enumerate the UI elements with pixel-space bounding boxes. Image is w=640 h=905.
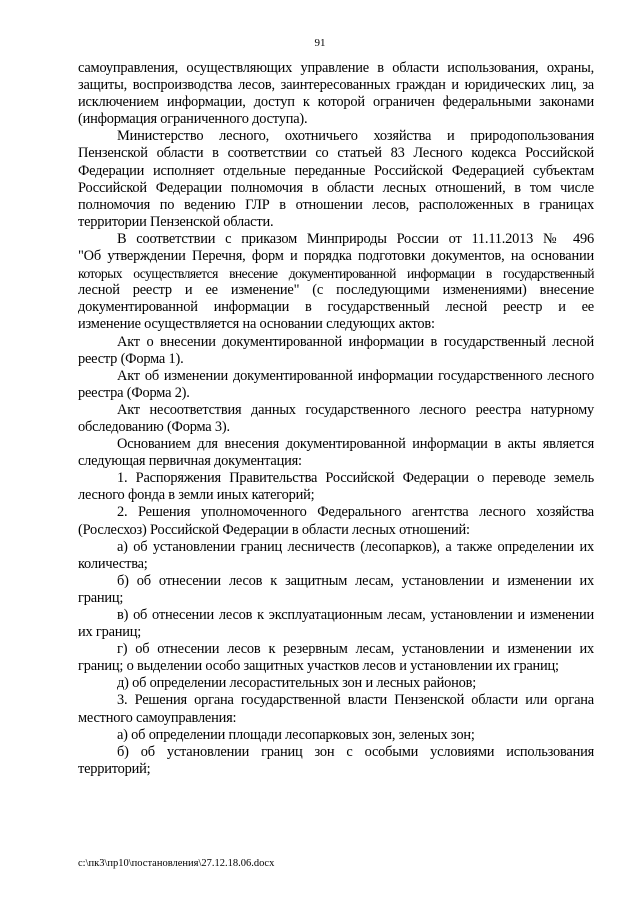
document-body: [78, 60, 594, 778]
paragraph-order-496-line: документированной информации в государственный лесной реестр и ее: [78, 299, 594, 316]
list-subitem-2a: а) об установлении границ лесничеств (лесопарков), а также определении их количества;: [78, 538, 594, 572]
list-subitem-2v: в) об отнесении лесов к эксплуатационным лесам, установлении и изменении их границ;: [78, 607, 594, 641]
paragraph-continuation: самоуправления, осуществляющих управление в области использования, охраны, защиты, воспроизводства лесов, заинтересованных граждан и юридических лиц, за исключением информации, доступ к которой ограничен федеральными законами (информация ограниченного доступа).: [78, 60, 594, 128]
footer-file-path: c:\пк3\пр10\постановления\27.12.18.06.docx: [78, 858, 275, 869]
list-subitem-2b: б) об отнесении лесов к защитным лесам, установлении и изменении их границ;: [78, 572, 594, 606]
paragraph-order-496-line: лесной реестр и ее изменение" (с последующими изменениями) внесение: [78, 282, 594, 299]
list-subitem-3a: а) об определении площади лесопарковых зон, зеленых зон;: [117, 726, 475, 743]
paragraph-order-496-line: "Об утверждении Перечня, форм и порядка подготовки документов, на основании: [78, 248, 594, 265]
page-number: 91: [314, 37, 326, 49]
list-subitem-2g: г) об отнесении лесов к резервным лесам, установлении и изменении их границ; о выделении особо защитных участков лесов и установлении их границ;: [78, 641, 594, 675]
paragraph-act-form-3: Акт несоответствия данных государственного лесного реестра натурному обследованию (Форма 3).: [78, 401, 594, 435]
paragraph-order-496: [78, 231, 594, 334]
paragraph-act-form-1: Акт о внесении документированной информации в государственный лесной реестр (Форма 1).: [78, 333, 594, 367]
paragraph-order-496-line: изменение осуществляется на основании следующих актов:: [78, 316, 435, 333]
list-subitem-3b: б) об установлении границ зон с особыми условиями использования территорий;: [78, 743, 594, 777]
paragraph-order-496-line: В соответствии с приказом Минприроды России от 11.11.2013 № 496: [117, 230, 594, 247]
list-item-2: 2. Решения уполномоченного Федерального агентства лесного хозяйства (Рослесхоз) Российской Федерации в области лесных отношений:: [78, 504, 594, 538]
list-item-3: 3. Решения органа государственной власти Пензенской области или органа местного самоуправления:: [78, 692, 594, 726]
list-subitem-2d: д) об определении лесорастительных зон и лесных районов;: [117, 675, 476, 692]
paragraph-act-form-2: Акт об изменении документированной информации государственного лесного реестра (Форма 2).: [78, 367, 594, 401]
paragraph-order-496-line: которых осуществляется внесение документированной информации в государственный: [78, 266, 594, 282]
paragraph-primary-docs-intro: Основанием для внесения документированной информации в акты является следующая первичная документация:: [78, 436, 594, 470]
paragraph-ministry-authority: Министерство лесного, охотничьего хозяйства и природопользования Пензенской области в соответствии со статьей 83 Лесного кодекса Российской Федерации исполняет отдельные переданные Российской Федерацией субъектам Российской Федерации полномочия в области лесных отношений, в том числе полномочия по ведению ГЛР в отношении лесов, расположенных в границах территории Пензенской области.: [78, 128, 594, 230]
list-item-1: 1. Распоряжения Правительства Российской Федерации о переводе земель лесного фонда в земли иных категорий;: [78, 470, 594, 504]
